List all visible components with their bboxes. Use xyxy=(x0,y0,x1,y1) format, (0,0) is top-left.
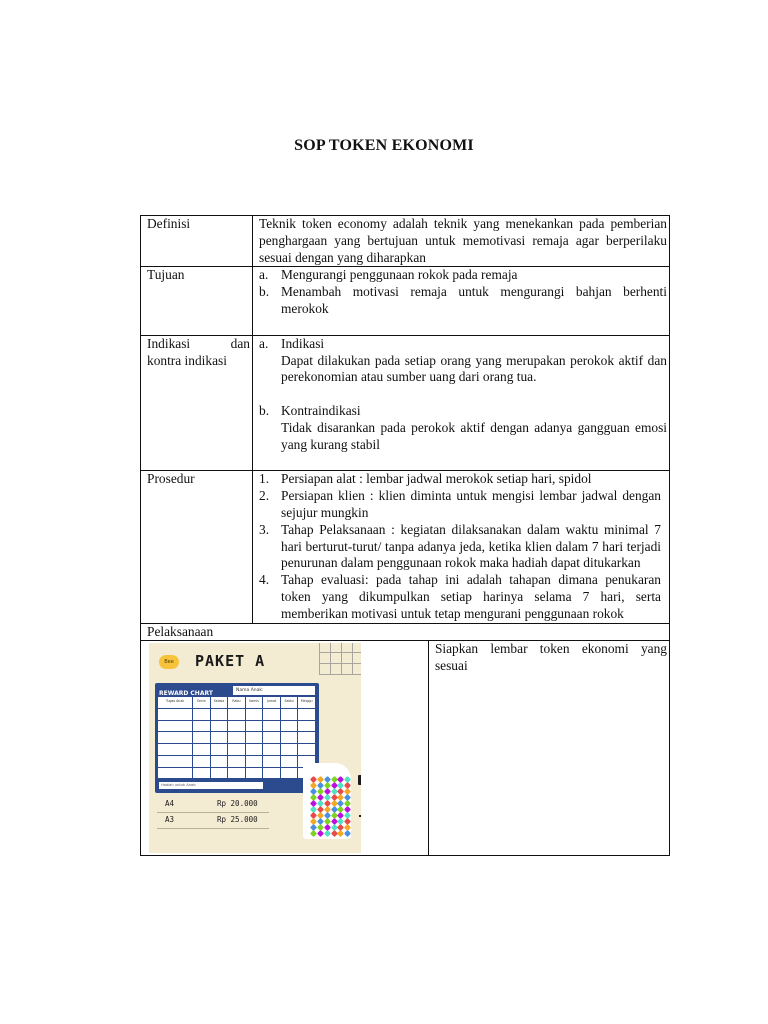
chart-cell xyxy=(211,721,229,733)
chart-cell xyxy=(193,709,211,721)
chart-cell xyxy=(246,768,264,780)
decorative-grid xyxy=(319,643,361,675)
chart-cell xyxy=(246,732,264,744)
sticker-icon xyxy=(310,830,317,837)
chart-cell xyxy=(193,732,211,744)
price-row xyxy=(157,813,269,829)
price-table xyxy=(157,797,269,829)
list-item xyxy=(259,522,661,572)
list-marker: 3. xyxy=(259,521,270,537)
chart-column-header: Rabu xyxy=(228,697,246,709)
list-item xyxy=(259,336,667,386)
list-heading: Kontraindikasi xyxy=(281,402,361,418)
page-title: SOP TOKEN EKONOMI xyxy=(294,137,474,154)
chart-cell xyxy=(193,756,211,768)
chart-cell xyxy=(246,744,264,756)
chart-cell xyxy=(211,768,229,780)
list-item xyxy=(259,284,667,318)
chart-cell xyxy=(228,732,246,744)
chart-cell xyxy=(246,709,264,721)
list-marker: 1. xyxy=(259,471,270,487)
chart-cell xyxy=(193,744,211,756)
reward-chart-name-field: Nama Anak: xyxy=(233,686,315,695)
list-text: Tahap evaluasi: pada tahap ini adalah tahapan dimana penukaran token yang dikumpulkan setiap harinya selama 7 hari, serta memberikan motivasi untuk tetap mengurani penggunaan rokok xyxy=(281,572,661,621)
reward-chart-grid xyxy=(158,697,316,779)
list-item xyxy=(259,572,661,622)
chart-cell xyxy=(281,756,299,768)
label-prosedur: Prosedur xyxy=(141,471,253,623)
chart-cell xyxy=(246,721,264,733)
price-value: Rp 20.000 xyxy=(217,799,258,809)
value-indikasi xyxy=(253,335,670,471)
sticker-sheet xyxy=(303,763,351,839)
chart-column-header: Tugas Anak xyxy=(158,697,193,709)
indikasi-list xyxy=(259,336,667,454)
chart-cell xyxy=(298,744,316,756)
chart-cell xyxy=(228,756,246,768)
chart-cell xyxy=(228,709,246,721)
price-row xyxy=(157,797,269,813)
product-image-cell xyxy=(141,641,429,856)
price-size: A3 xyxy=(165,815,175,825)
chart-cell xyxy=(298,721,316,733)
chart-cell xyxy=(263,732,281,744)
chart-cell xyxy=(211,744,229,756)
list-text: Dapat dilakukan pada setiap orang yang merupakan perokok aktif dan perekonomian atau sumber uang dari orang tua. xyxy=(281,352,667,385)
list-text: Menambah motivasi remaja untuk mengurangi bahjan berhenti merokok xyxy=(281,284,667,316)
reward-chart-footer: Hadiah untuk Anak: xyxy=(159,782,263,789)
chart-cell xyxy=(158,732,193,744)
price-size: A4 xyxy=(165,799,175,809)
chart-cell xyxy=(263,709,281,721)
row-pelaksanaan-body xyxy=(141,641,670,856)
product-image xyxy=(149,643,361,853)
list-marker: b. xyxy=(259,402,270,418)
chart-cell xyxy=(158,709,193,721)
list-text: Tahap Pelaksanaan : kegiatan dilaksanakan dalam waktu minimal 7 hari berturut-turut/ tanpa adanya jeda, ketika klien dalam 7 hari terjadi penurunan dalam penggunaan rokok maka hadiah dapat ditukarkan xyxy=(281,521,661,571)
list-marker: a. xyxy=(259,335,269,351)
sticker-grid xyxy=(311,777,351,836)
chart-cell xyxy=(281,768,299,780)
chart-cell xyxy=(298,709,316,721)
row-tujuan xyxy=(141,267,670,335)
chart-cell xyxy=(263,756,281,768)
chart-cell xyxy=(158,768,193,780)
list-text: Tidak disarankan pada perokok aktif dengan adanya gangguan emosi yang kurang stabil xyxy=(281,419,667,452)
chart-cell xyxy=(158,721,193,733)
chart-cell xyxy=(228,721,246,733)
sticker-icon xyxy=(324,830,331,837)
chart-column-header: Jumat xyxy=(263,697,281,709)
value-pelaksanaan: Siapkan lembar token ekonomi yang sesuai xyxy=(428,641,669,856)
row-indikasi xyxy=(141,335,670,471)
chart-cell xyxy=(263,744,281,756)
list-item xyxy=(259,403,667,453)
row-definisi xyxy=(141,216,670,267)
list-marker: a. xyxy=(259,267,269,283)
list-text: Persiapan alat : lembar jadwal merokok setiap hari, spidol xyxy=(281,471,592,487)
value-tujuan xyxy=(253,267,670,335)
row-prosedur xyxy=(141,471,670,623)
label-definisi: Definisi xyxy=(141,216,253,267)
value-prosedur xyxy=(253,471,670,623)
value-definisi: Teknik token economy adalah teknik yang menekankan pada pemberian penghargaan yang bertujuan untuk memotivasi remaja agar berperilaku sesuai dengan yang diharapkan xyxy=(253,216,670,267)
chart-cell xyxy=(281,709,299,721)
chart-cell xyxy=(211,709,229,721)
chart-cell xyxy=(281,721,299,733)
row-pelaksanaan-label xyxy=(141,623,670,641)
chart-cell xyxy=(228,744,246,756)
label-tujuan: Tujuan xyxy=(141,267,253,335)
chart-cell xyxy=(158,756,193,768)
list-spacer xyxy=(259,386,667,403)
brand-logo: Bee xyxy=(159,655,179,669)
list-item xyxy=(259,488,661,522)
package-title: PAKET A xyxy=(195,652,266,671)
list-marker: b. xyxy=(259,284,270,300)
reward-chart-title: REWARD CHART xyxy=(159,690,213,698)
list-text: Persiapan klien : klien diminta untuk mengisi lembar jadwal dengan sejujur mungkin xyxy=(281,488,661,520)
chart-cell xyxy=(263,768,281,780)
chart-cell xyxy=(263,721,281,733)
chart-cell xyxy=(158,744,193,756)
chart-cell xyxy=(298,732,316,744)
tujuan-list xyxy=(259,267,667,317)
list-text: Mengurangi penggunaan rokok pada remaja xyxy=(281,267,518,283)
chart-cell xyxy=(193,721,211,733)
chart-cell xyxy=(246,756,264,768)
chart-cell xyxy=(211,756,229,768)
chart-column-header: Senin xyxy=(193,697,211,709)
marker-pen-icon xyxy=(358,775,361,785)
chart-column-header: Kamis xyxy=(246,697,264,709)
chart-cell xyxy=(228,768,246,780)
list-item xyxy=(259,267,667,284)
chart-column-header: Selasa xyxy=(211,697,229,709)
list-heading: Indikasi xyxy=(281,335,325,351)
sticker-icon xyxy=(317,830,324,837)
list-item xyxy=(259,471,661,488)
chart-cell xyxy=(281,732,299,744)
chart-cell xyxy=(193,768,211,780)
sop-table xyxy=(140,215,670,856)
list-marker: 2. xyxy=(259,488,270,504)
chart-column-header: Minggu xyxy=(298,697,316,709)
reward-chart xyxy=(155,683,319,793)
pen-dot-icon xyxy=(359,815,361,817)
label-indikasi: Indikasi dan kontra indikasi xyxy=(141,335,253,471)
list-marker: 4. xyxy=(259,572,270,588)
sticker-icon xyxy=(344,830,351,837)
label-pelaksanaan: Pelaksanaan xyxy=(141,623,670,641)
price-value: Rp 25.000 xyxy=(217,815,258,825)
chart-cell xyxy=(281,744,299,756)
chart-column-header: Sabtu xyxy=(281,697,299,709)
chart-cell xyxy=(211,732,229,744)
prosedur-list xyxy=(259,471,661,622)
